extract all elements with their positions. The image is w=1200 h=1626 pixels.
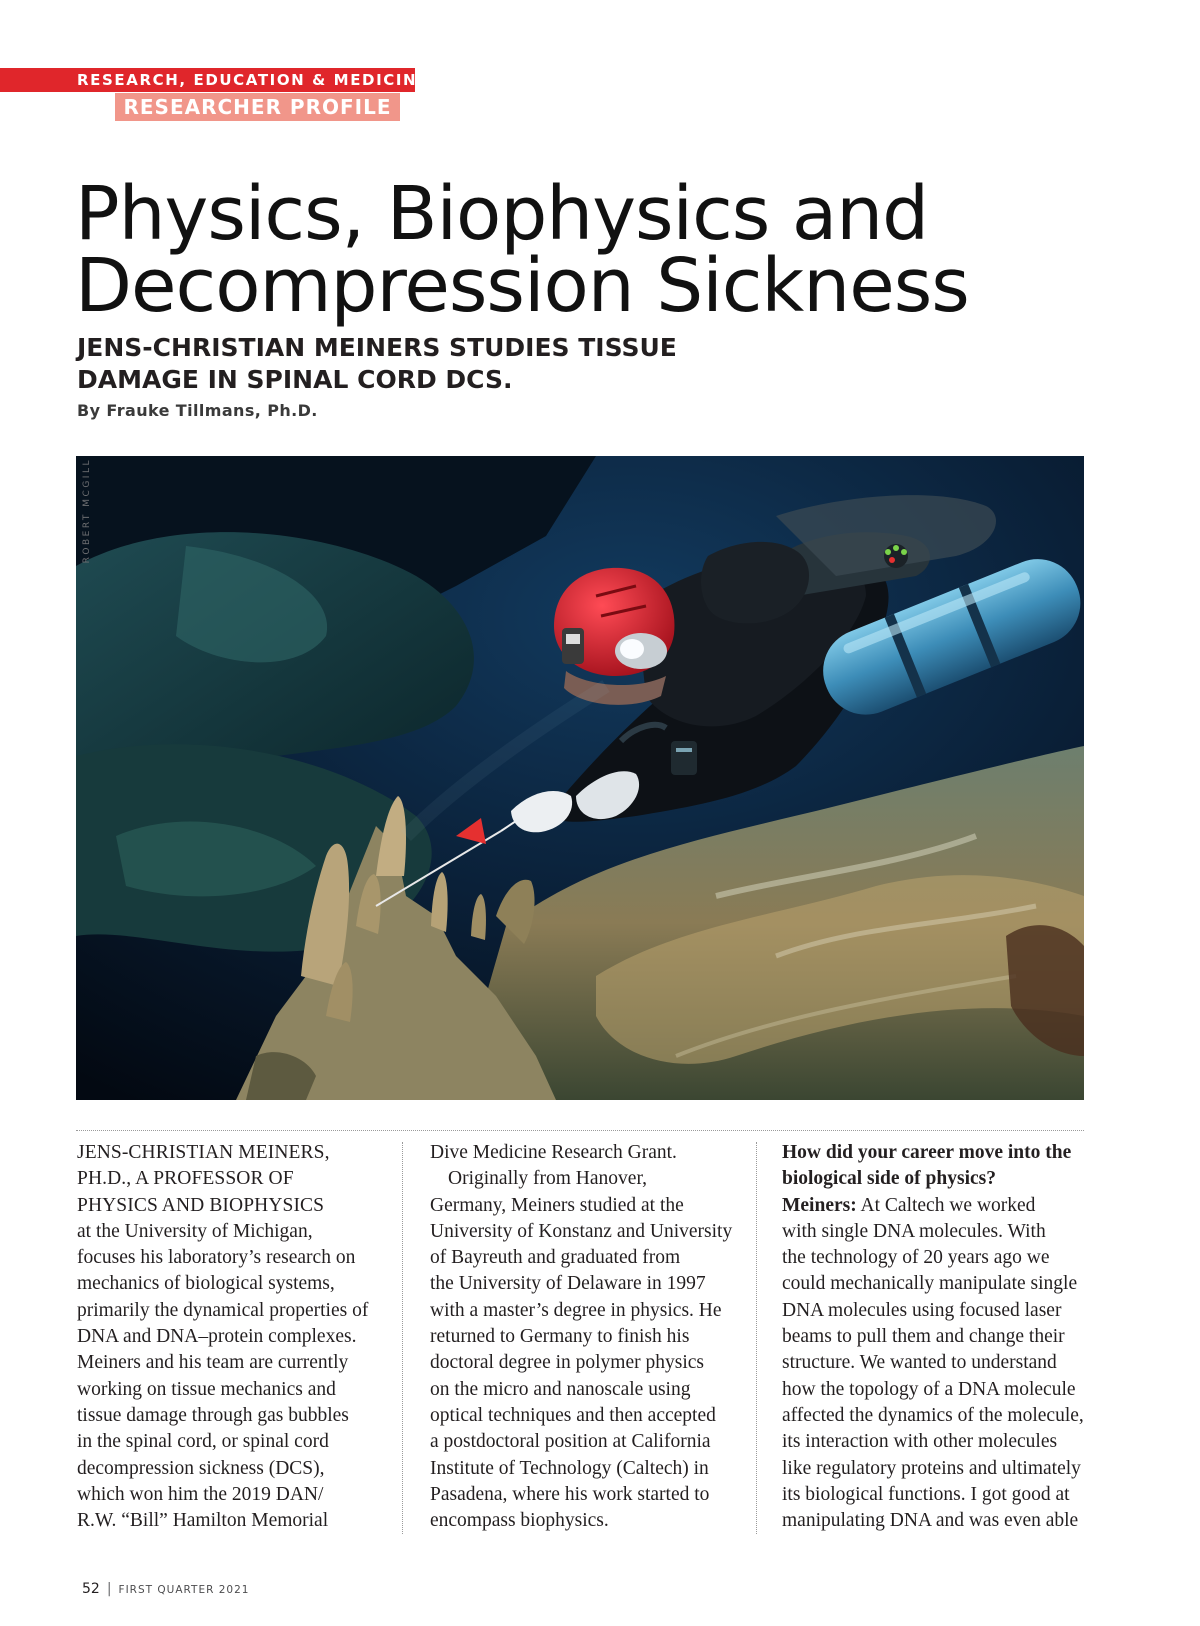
body-line: focuses his laboratory’s research on bbox=[77, 1247, 356, 1269]
body-line: Germany, Meiners studied at the bbox=[430, 1194, 684, 1216]
speaker-label: Meiners: bbox=[782, 1194, 857, 1216]
body-line: DNA molecules using focused laser bbox=[782, 1299, 1062, 1321]
body-line: in the spinal cord, or spinal cord bbox=[77, 1431, 329, 1453]
body-line: mechanics of biological systems, bbox=[77, 1273, 335, 1295]
subtitle-line: JENS-CHRISTIAN MEINERS STUDIES TISSUE bbox=[77, 333, 677, 362]
body-line: Dive Medicine Research Grant. bbox=[430, 1142, 677, 1163]
subsection-label: RESEARCHER PROFILE bbox=[115, 93, 400, 121]
body-line: DNA and DNA–protein complexes. bbox=[77, 1326, 357, 1348]
answer-first-line bbox=[782, 1193, 1100, 1219]
body-line: Meiners and his team are currently bbox=[77, 1352, 349, 1374]
photo-credit: ROBERT MCGILL bbox=[82, 458, 92, 564]
body-line: structure. We wanted to understand bbox=[782, 1352, 1057, 1374]
article-subtitle bbox=[77, 332, 777, 396]
body-line: primarily the dynamical properties of bbox=[77, 1299, 369, 1321]
body-line: on the micro and nanoscale using bbox=[430, 1378, 691, 1400]
section-label: RESEARCH, EDUCATION & MEDICINE bbox=[0, 68, 415, 92]
body-line: could mechanically manipulate single bbox=[782, 1273, 1078, 1295]
body-line: the technology of 20 years ago we bbox=[782, 1247, 1050, 1269]
footer-separator: | bbox=[106, 1581, 112, 1597]
lead-in-line: PHYSICS AND BIOPHYSICS bbox=[77, 1194, 325, 1216]
title-line: Decompression Sickness bbox=[75, 243, 969, 329]
body-line: like regulatory proteins and ultimately bbox=[782, 1457, 1081, 1479]
byline: By Frauke Tillmans, Ph.D. bbox=[77, 401, 318, 420]
body-line: Originally from Hanover, bbox=[448, 1168, 648, 1190]
body-line: the University of Delaware in 1997 bbox=[430, 1273, 706, 1295]
body-line: how the topology of a DNA molecule bbox=[782, 1378, 1076, 1400]
body-line: encompass biophysics. bbox=[430, 1510, 609, 1532]
body-line: affected the dynamics of the molecule, bbox=[782, 1404, 1084, 1426]
lead-in-line: JENS-CHRISTIAN MEINERS, bbox=[77, 1142, 330, 1163]
body-line: University of Konstanz and University bbox=[430, 1220, 733, 1242]
body-line: R.W. “Bill” Hamilton Memorial bbox=[77, 1510, 329, 1532]
body-line: which won him the 2019 DAN/ bbox=[77, 1483, 324, 1505]
interview-question: How did your career move into the bbox=[782, 1142, 1072, 1163]
body-line: returned to Germany to finish his bbox=[430, 1326, 690, 1348]
column-divider bbox=[756, 1142, 757, 1534]
body-column-1 bbox=[77, 1140, 395, 1535]
body-line: working on tissue mechanics and bbox=[77, 1378, 336, 1400]
body-column-3 bbox=[782, 1140, 1100, 1535]
body-line: at the University of Michigan, bbox=[77, 1220, 313, 1242]
column-top-rule bbox=[76, 1130, 1084, 1131]
body-column-2 bbox=[430, 1140, 748, 1535]
body-line: with single DNA molecules. With bbox=[782, 1220, 1046, 1242]
body-line: manipulating DNA and was even able bbox=[782, 1510, 1079, 1532]
body-line: Institute of Technology (Caltech) in bbox=[430, 1457, 709, 1479]
cave-diver-photo bbox=[76, 456, 1084, 1100]
page-footer bbox=[82, 1578, 249, 1597]
article-title bbox=[75, 171, 1135, 329]
issue-label: FIRST QUARTER 2021 bbox=[118, 1584, 250, 1596]
answer-text: At Caltech we worked bbox=[860, 1194, 1036, 1216]
page-number: 52 bbox=[82, 1581, 100, 1597]
body-line: its interaction with other molecules bbox=[782, 1431, 1058, 1453]
body-line: tissue damage through gas bubbles bbox=[77, 1404, 349, 1426]
interview-question: biological side of physics? bbox=[782, 1168, 996, 1190]
photo-illustration bbox=[76, 456, 1084, 1100]
body-line: decompression sickness (DCS), bbox=[77, 1457, 325, 1479]
body-line: beams to pull them and change their bbox=[782, 1326, 1065, 1348]
body-line: optical techniques and then accepted bbox=[430, 1404, 716, 1426]
body-line: doctoral degree in polymer physics bbox=[430, 1352, 704, 1374]
body-line: of Bayreuth and graduated from bbox=[430, 1247, 681, 1269]
subtitle-line: DAMAGE IN SPINAL CORD DCS. bbox=[77, 365, 513, 394]
title-line: Physics, Biophysics and bbox=[75, 171, 929, 257]
body-line: its biological functions. I got good at bbox=[782, 1483, 1070, 1505]
body-line: a postdoctoral position at California bbox=[430, 1431, 711, 1453]
body-line: with a master’s degree in physics. He bbox=[430, 1299, 722, 1321]
column-divider bbox=[402, 1142, 403, 1534]
lead-in-line: PH.D., A PROFESSOR OF bbox=[77, 1168, 294, 1190]
body-line: Pasadena, where his work started to bbox=[430, 1483, 710, 1505]
